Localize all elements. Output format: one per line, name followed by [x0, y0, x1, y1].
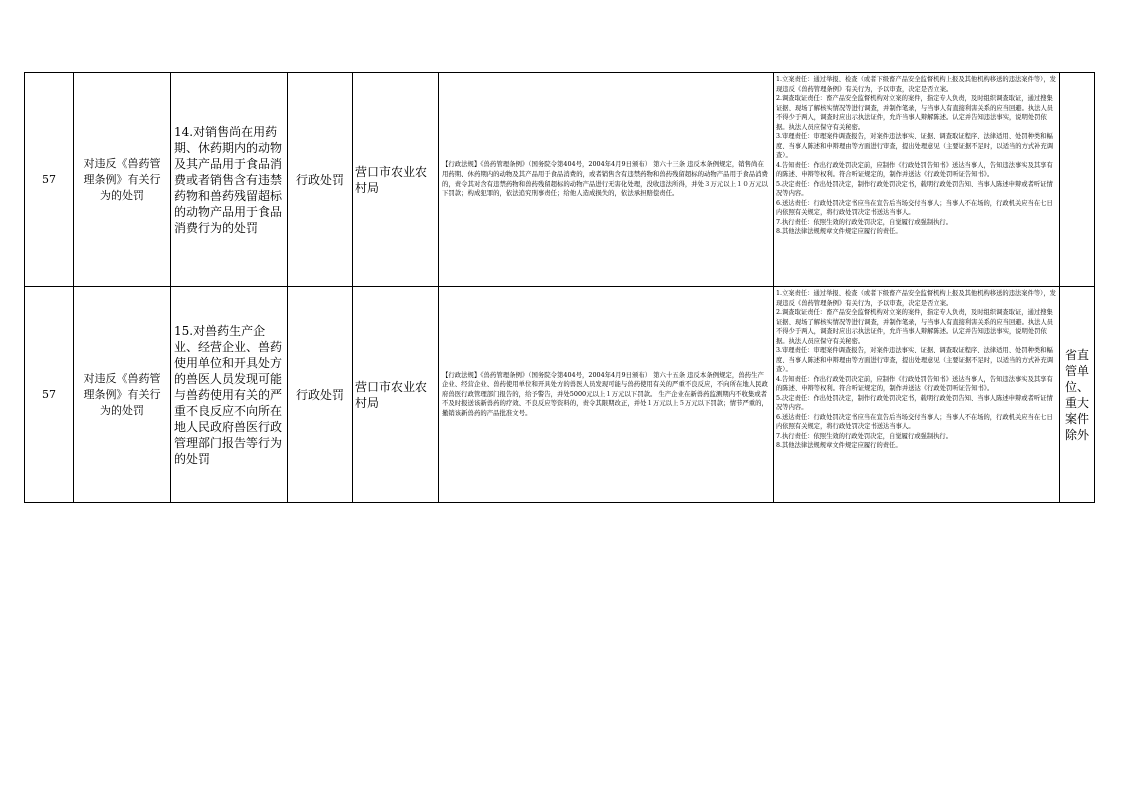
table-row: [25, 287, 1095, 503]
item-name-cell: 对违反《兽药管理条例》有关行为的处罚: [74, 73, 171, 287]
item-name-cell: 对违反《兽药管理条例》有关行为的处罚: [74, 287, 171, 503]
responsibility-item: 3.审理责任：审理案件调查报告，对案件违法事实、证据、调查取证程序、法律适用、处罚种类和幅度、当事人陈述和申辩理由等方面进行审查，提出处理意见（主要证据不足时，以适当的方式补充调查）。: [776, 347, 1054, 373]
type-cell: 行政处罚: [288, 73, 353, 287]
organization-cell: 营口市农业农村局: [353, 287, 439, 503]
note-cell: [1060, 73, 1095, 287]
responsibility-item: 4.告知责任：作出行政处罚决定前，应制作《行政处罚告知书》送达当事人，告知违法事实及其享有的陈述、申辩等权利。符合听证规定的，制作并送达《行政处罚听证告知书》。: [776, 375, 1053, 392]
responsibility-item: 2.调查取证责任：畜产品安全监督机构对立案的案件，指定专人负责，及时组织调查取证，通过搜集证据、现场了解核实情况等进行调查，并制作笔录，与当事人有直接利害关系的应当回避。执法人员不得少于两人，调查时应出示执法证件，允许当事人辩解陈述。认定并告知违法事实，说明处罚依据。执法人员应保守有关秘密。: [776, 95, 1054, 131]
responsibility-item: 6.送达责任：行政处罚决定书应当在宣告后当场交付当事人；当事人不在场的，行政机关应当在七日内依照有关规定，将行政处罚决定书送达当事人。: [776, 199, 1053, 216]
sub-item-cell: 14.对销售尚在用药期、休药期内的动物及其产品用于食品消费或者销售含有违禁药物和兽药残留超标的动物产品用于食品消费行为的处罚: [171, 73, 288, 287]
row-number-cell: 57: [25, 287, 74, 503]
legal-basis-cell: 【行政法规】《兽药管理条例》（国务院令第404号，2004年4月9日颁布） 第六十三条 违反本条例规定，销售尚在用药期、休药期内的动物及其产品用于食品消费的，或者销售含有违禁药物和兽药残留超标的动物产品用于食品消费的，责令其对含有违禁药物和兽药残留超标的动物产品进行无害化处理，没收违法所得，并处３万元以上１０万元以下罚款；构成犯罪的，依法追究刑事责任；给他人造成损失的，依法承担赔偿责任。: [439, 73, 774, 287]
responsibility-item: 5.决定责任：作出处罚决定，制作行政处罚决定书，载明行政处罚告知、当事人陈述申辩或者听证情况等内容。: [776, 180, 1053, 197]
responsibility-item: 8.其他法律法规规章文件规定应履行的责任。: [776, 228, 902, 235]
row-number-cell: 57: [25, 73, 74, 287]
note-cell: 省直管单位、重大案件除外: [1060, 287, 1095, 503]
table-row: [25, 73, 1095, 287]
responsibilities-cell: [774, 73, 1060, 287]
responsibility-item: 1.立案责任：通过举报、检查（或者下级畜产品安全监督机构上报及其他机构移送的违法案件等），发现违反《兽药管理条例》有关行为，予以审查，决定是否立案。: [776, 76, 1056, 93]
responsibility-item: 7.执行责任：依照生效的行政处罚决定，自觉履行或强制执行。: [776, 218, 953, 226]
responsibility-item: 4.告知责任：作出行政处罚决定前，应制作《行政处罚告知书》送达当事人，告知违法事实及其享有的陈述、申辩等权利。符合听证规定的，制作并送达《行政处罚听证告知书》。: [776, 161, 1053, 178]
legal-basis-cell: 【行政法规】《兽药管理条例》（国务院令第404号，2004年4月9日颁布） 第六十五条 违反本条例规定，兽药生产企业、经营企业、兽药使用单位和开具处方的兽医人员发现可能与兽药使用有关的严重不良反应，不向所在地人民政府兽医行政管理部门报告的，给予警告，并处5000元以上１万元以下罚款。 生产企业在新兽药监测期内不收集或者不及时报送该新兽药的疗效、不良反应等资料的，责令其限期改正，并处１万元以上５万元以下罚款；情节严重的，撤销该新兽药的产品批准文号。: [439, 287, 774, 503]
responsibility-item: 6.送达责任：行政处罚决定书应当在宣告后当场交付当事人；当事人不在场的，行政机关应当在七日内依照有关规定，将行政处罚决定书送达当事人。: [776, 413, 1053, 430]
responsibility-item: 3.审理责任：审理案件调查报告，对案件违法事实、证据、调查取证程序、法律适用、处罚种类和幅度、当事人陈述和申辩理由等方面进行审查，提出处理意见（主要证据不足时，以适当的方式补充调查）。: [776, 133, 1054, 159]
type-cell: 行政处罚: [288, 287, 353, 503]
organization-cell: 营口市农业农村局: [353, 73, 439, 287]
responsibility-item: 8.其他法律法规规章文件规定应履行的责任。: [776, 442, 902, 449]
responsibility-item: 5.决定责任：作出处罚决定，制作行政处罚决定书，载明行政处罚告知、当事人陈述申辩或者听证情况等内容。: [776, 394, 1053, 411]
responsibilities-cell: [774, 287, 1060, 503]
penalty-table: [24, 72, 1095, 503]
sub-item-cell: 15.对兽药生产企业、经营企业、兽药使用单位和开具处方的兽医人员发现可能与兽药使用有关的严重不良反应不向所在地人民政府兽医行政管理部门报告等行为的处罚: [171, 287, 288, 503]
responsibility-item: 7.执行责任：依照生效的行政处罚决定，自觉履行或强制执行。: [776, 432, 953, 440]
responsibility-item: 1.立案责任：通过举报、检查（或者下级畜产品安全监督机构上报及其他机构移送的违法案件等），发现违反《兽药管理条例》有关行为，予以审查，决定是否立案。: [776, 290, 1056, 307]
responsibility-item: 2.调查取证责任：畜产品安全监督机构对立案的案件，指定专人负责，及时组织调查取证，通过搜集证据、现场了解核实情况等进行调查，并制作笔录，与当事人有直接利害关系的应当回避。执法人员不得少于两人，调查时应出示执法证件，允许当事人辩解陈述。认定并告知违法事实，说明处罚依据。执法人员应保守有关秘密。: [776, 309, 1054, 345]
